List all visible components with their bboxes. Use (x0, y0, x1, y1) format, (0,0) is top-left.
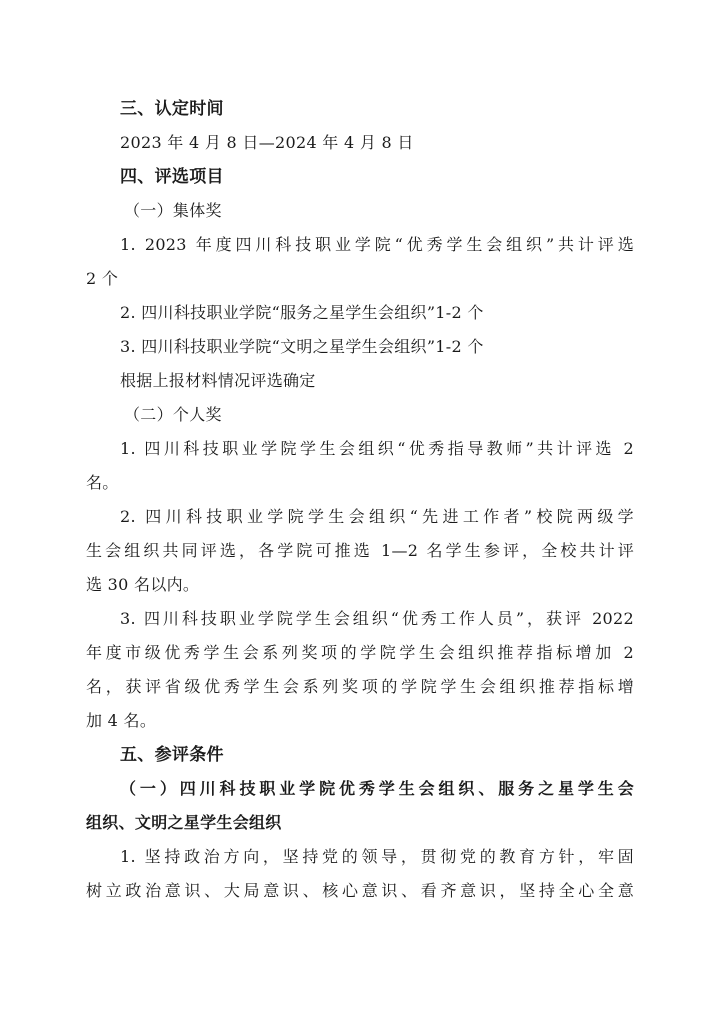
individual-award-heading: （二）个人奖 (124, 405, 222, 424)
individual-award-item-3-line-1: 3. 四川科技职业学院学生会组织“优秀工作人员”，获评 2022 (120, 609, 634, 628)
group-award-item-1-line-2: 2 个 (86, 269, 119, 288)
section-5-sub-1-line-2: 组织、文明之星学生会组织 (86, 813, 282, 832)
section-5-sub-1-line-1: （一）四川科技职业学院优秀学生会组织、服务之星学生会 (120, 779, 634, 798)
section-5-item-1-line-2: 树立政治意识、大局意识、核心意识、看齐意识，坚持全心全意 (86, 881, 634, 900)
individual-award-item-3-line-3: 名，获评省级优秀学生会系列奖项的学院学生会组织推荐指标增 (86, 677, 634, 696)
individual-award-item-1-line-1: 1. 四川科技职业学院学生会组织“优秀指导教师”共计评选 2 (120, 439, 634, 458)
individual-award-item-3-line-2: 年度市级优秀学生会系列奖项的学院学生会组织推荐指标增加 2 (86, 643, 634, 662)
section-5-item-1-line-1: 1. 坚持政治方向，坚持党的领导，贯彻党的教育方针，牢固 (120, 847, 634, 866)
section-5-heading: 五、参评条件 (120, 745, 224, 765)
group-award-item-1-line-1: 1. 2023 年度四川科技职业学院“优秀学生会组织”共计评选 (120, 235, 634, 254)
group-award-item-3: 3. 四川科技职业学院“文明之星学生会组织”1-2 个 (120, 337, 484, 356)
individual-award-item-1-line-2: 名。 (86, 473, 119, 492)
group-award-item-2: 2. 四川科技职业学院“服务之星学生会组织”1-2 个 (120, 303, 484, 322)
individual-award-item-2-line-3: 选 30 名以内。 (86, 575, 200, 594)
section-3-heading: 三、认定时间 (120, 99, 224, 119)
individual-award-item-2-line-1: 2. 四川科技职业学院学生会组织“先进工作者”校院两级学 (120, 507, 634, 526)
individual-award-item-3-line-4: 加 4 名。 (86, 711, 157, 730)
group-award-heading: （一）集体奖 (124, 201, 222, 220)
group-award-note: 根据上报材料情况评选确定 (120, 371, 316, 390)
document-body (86, 92, 634, 908)
section-3-date: 2023 年 4 月 8 日—2024 年 4 月 8 日 (120, 133, 414, 152)
individual-award-item-2-line-2: 生会组织共同评选，各学院可推选 1—2 名学生参评，全校共计评 (86, 541, 634, 560)
section-4-heading: 四、评选项目 (120, 167, 224, 187)
